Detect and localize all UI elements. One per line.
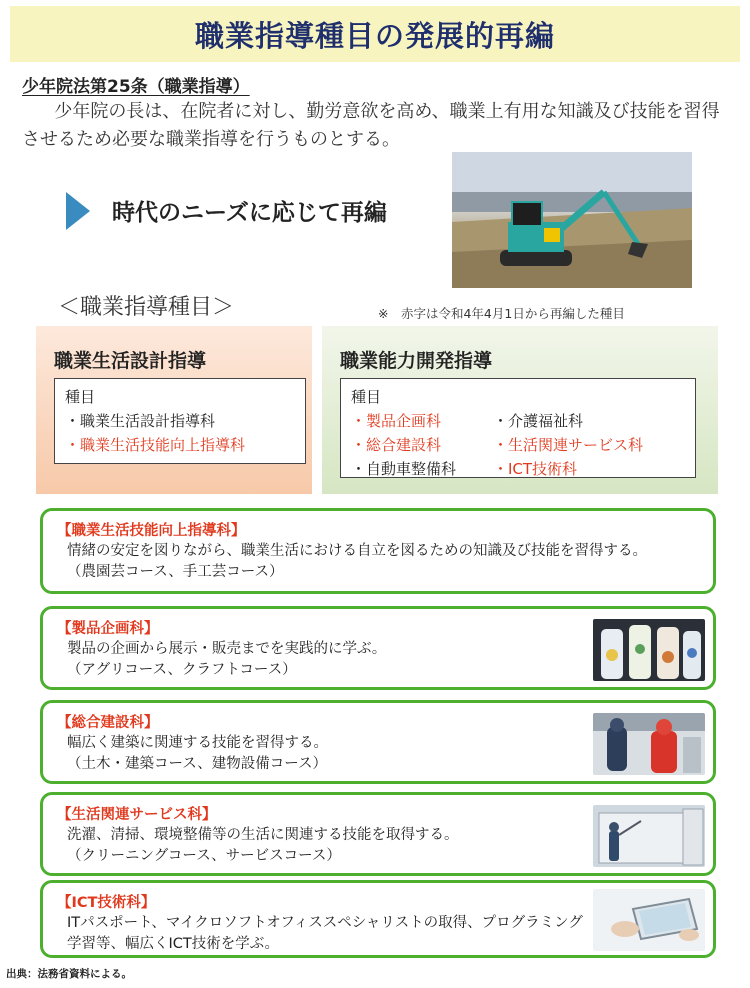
law-body: 少年院の長は、在院者に対し、勤労意欲を高め、職業上有用な知識及び技能を習得させるため必要な職業指導を行うものとする。 <box>22 101 720 150</box>
category-box <box>340 378 696 478</box>
category-box <box>54 378 306 464</box>
course-card-ict <box>40 880 716 958</box>
list-item: ・職業生活技能向上指導科 <box>65 436 246 454</box>
card-courses: 学習等、幅広くICT技術を学ぶ。 <box>67 936 280 952</box>
card-description: 洗濯、清掃、環境整備等の生活に関連する技能を取得する。 <box>67 827 459 843</box>
card-title: 【ICT技術科】 <box>57 895 156 911</box>
course-card-construction <box>40 700 716 784</box>
card-title: 【生活関連サービス科】 <box>57 807 217 823</box>
slogan: 時代のニーズに応じて再編 <box>112 200 387 226</box>
box-label: 種目 <box>351 388 382 406</box>
source-note: 出典：法務省資料による。 <box>6 968 132 980</box>
list-item: ・ICT技術科 <box>493 460 578 478</box>
box-label: 種目 <box>65 388 96 406</box>
panel-life-design <box>36 326 312 494</box>
category-grid <box>351 409 685 481</box>
play-arrow-icon <box>66 192 90 230</box>
list-item: ・介護福祉科 <box>493 412 584 430</box>
card-courses: （農園芸コース、手工芸コース） <box>67 564 284 580</box>
list-item: ・職業生活設計指導科 <box>65 412 216 430</box>
panel-title: 職業生活設計指導 <box>54 350 207 372</box>
red-text-note: ※ 赤字は令和4年4月1日から再編した種目 <box>378 306 625 321</box>
course-card-product-planning <box>40 606 716 690</box>
list-item: ・自動車整備科 <box>351 460 457 478</box>
card-description: 製品の企画から展示・販売までを実践的に学ぶ。 <box>67 641 387 657</box>
card-courses: （土木・建築コース、建物設備コース） <box>67 756 327 772</box>
card-title: 【総合建設科】 <box>57 715 159 731</box>
list-item: ・総合建設科 <box>351 436 442 454</box>
panel-title: 職業能力開発指導 <box>340 350 493 372</box>
course-card-life-skills <box>40 508 716 594</box>
page-title: 職業指導種目の発展的再編 <box>194 18 555 53</box>
list-item: ・生活関連サービス科 <box>493 436 644 454</box>
card-description: 幅広く建築に関連する技能を習得する。 <box>67 735 328 751</box>
card-title: 【製品企画科】 <box>57 621 159 637</box>
product-bottles-photo <box>593 619 705 681</box>
course-card-life-services <box>40 792 716 876</box>
cleaning-service-photo <box>593 805 705 867</box>
construction-training-photo <box>593 713 705 775</box>
card-description: ITパスポート、マイクロソフトオフィススペシャリストの取得、プログラミング <box>67 915 583 931</box>
law-heading: 少年院法第25条（職業指導） <box>22 77 250 97</box>
list-item: ・製品企画科 <box>351 412 442 430</box>
panel-ability-development <box>322 326 718 494</box>
card-title: 【職業生活技能向上指導科】 <box>57 523 246 539</box>
title-banner <box>10 6 740 62</box>
card-description: 情緒の安定を図りながら、職業生活における自立を図るための知識及び技能を習得する。 <box>67 543 647 559</box>
category-heading: ＜職業指導種目＞ <box>58 295 235 320</box>
excavator-photo <box>452 152 692 288</box>
card-courses: （アグリコース、クラフトコース） <box>67 662 297 678</box>
tablet-photo <box>593 889 705 951</box>
card-courses: （クリーニングコース、サービスコース） <box>67 848 341 864</box>
